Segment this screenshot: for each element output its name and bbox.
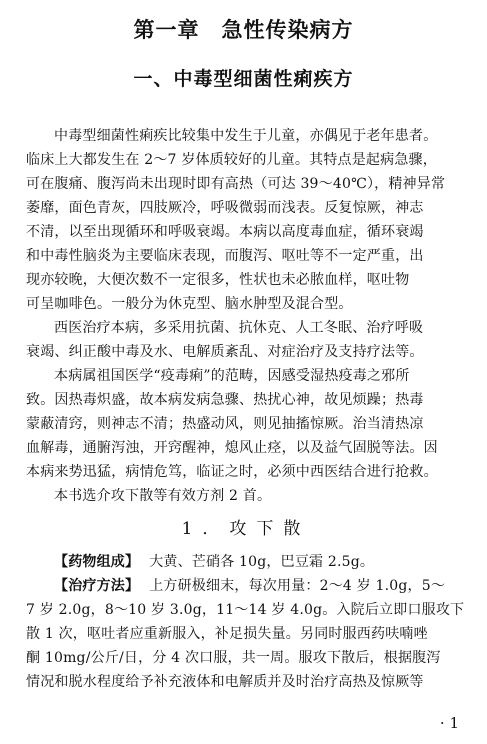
text-line: 蒙蔽清窍，则神志不清；热盛动风，则见抽搐惊厥。治当清热凉 — [26, 416, 424, 432]
text-line: 衰竭、纠正酸中毒及水、电解质紊乱、对症治疗及支持疗法等。 — [26, 344, 424, 360]
text-line: 可在腹痛、腹泻尚未出现时即有高热（可达 39～40℃），精神异常 — [26, 176, 446, 192]
text-line: 可呈咖啡色。一般分为休克型、脑水肿型及混合型。 — [26, 296, 353, 312]
composition-line — [26, 550, 466, 574]
text-line: 情况和脱水程度给予补充液体和电解质并及时治疗高热及惊厥等 — [26, 674, 424, 690]
text-line: 酮 10mg/公斤/日，分 4 次口服，共一周。服攻下散后，根据腹泻 — [26, 650, 441, 666]
page-number: · 1 — [439, 714, 459, 732]
text-line: 中毒型细菌性痢疾比较集中发生于儿童，亦偶见于老年患者。 — [54, 128, 438, 144]
method-line — [26, 574, 466, 598]
text-line: 血解毒，通腑泻浊，开窍醒神，熄风止痉，以及益气固脱等法。因 — [26, 440, 438, 456]
text-line: 西医治疗本病，多采用抗菌、抗休克、人工冬眠、治疗呼吸 — [54, 320, 424, 336]
text-line: 7 岁 2.0g，8～10 岁 3.0g，11～14 岁 4.0g。入院后立即口服攻下 — [26, 602, 465, 618]
text-line: 现亦较晚，大便次数不一定很多，性状也未必脓血样，呕吐物 — [26, 272, 410, 288]
text-line: 不清，以至出现循环和呼吸衰竭。本病以高度毒血症，循环衰竭 — [26, 224, 424, 240]
subsection-title: 1．攻下散 — [181, 519, 311, 539]
text-line: 致。因热毒炽盛，故本病发病急骤、热扰心神，故见烦躁；热毒 — [26, 392, 424, 408]
text-line: 本病属祖国医学“疫毒痢”的范畴，因感受湿热疫毒之邪所 — [54, 368, 410, 384]
section-title: 一、中毒型细菌性痢疾方 — [133, 68, 354, 90]
text-line: 临床上大都发生在 2～7 岁体质较好的儿童。其特点是起病急骤， — [26, 152, 437, 168]
text-line: 散 1 次，呕吐者应重新服入，补足损失量。另同时服西药呋喃唑 — [26, 626, 428, 642]
composition-text: 大黄、芒硝各 10g，巴豆霜 2.5g。 — [149, 554, 375, 570]
text-line: 本病来势迅猛，病情危笃，临证之时，必须中西医结合进行抢救。 — [26, 464, 438, 480]
method-label: 【治疗方法】 — [54, 578, 140, 594]
method-text: 上方研极细末，每次用量：2～4 岁 1.0g，5～ — [149, 578, 446, 594]
text-line: 本书选介攻下散等有效方剂 2 首。 — [54, 488, 272, 504]
text-line: 萎靡，面色青灰，四肢厥冷，呼吸微弱而浅表。反复惊厥，神志 — [26, 200, 424, 216]
text-line: 和中毒性脑炎为主要临床表现，而腹泻、呕吐等不一定严重，出 — [26, 248, 424, 264]
chapter-title: 第一章 急性传染病方 — [133, 17, 354, 42]
composition-label: 【药物组成】 — [54, 554, 140, 570]
body-text — [26, 124, 466, 694]
